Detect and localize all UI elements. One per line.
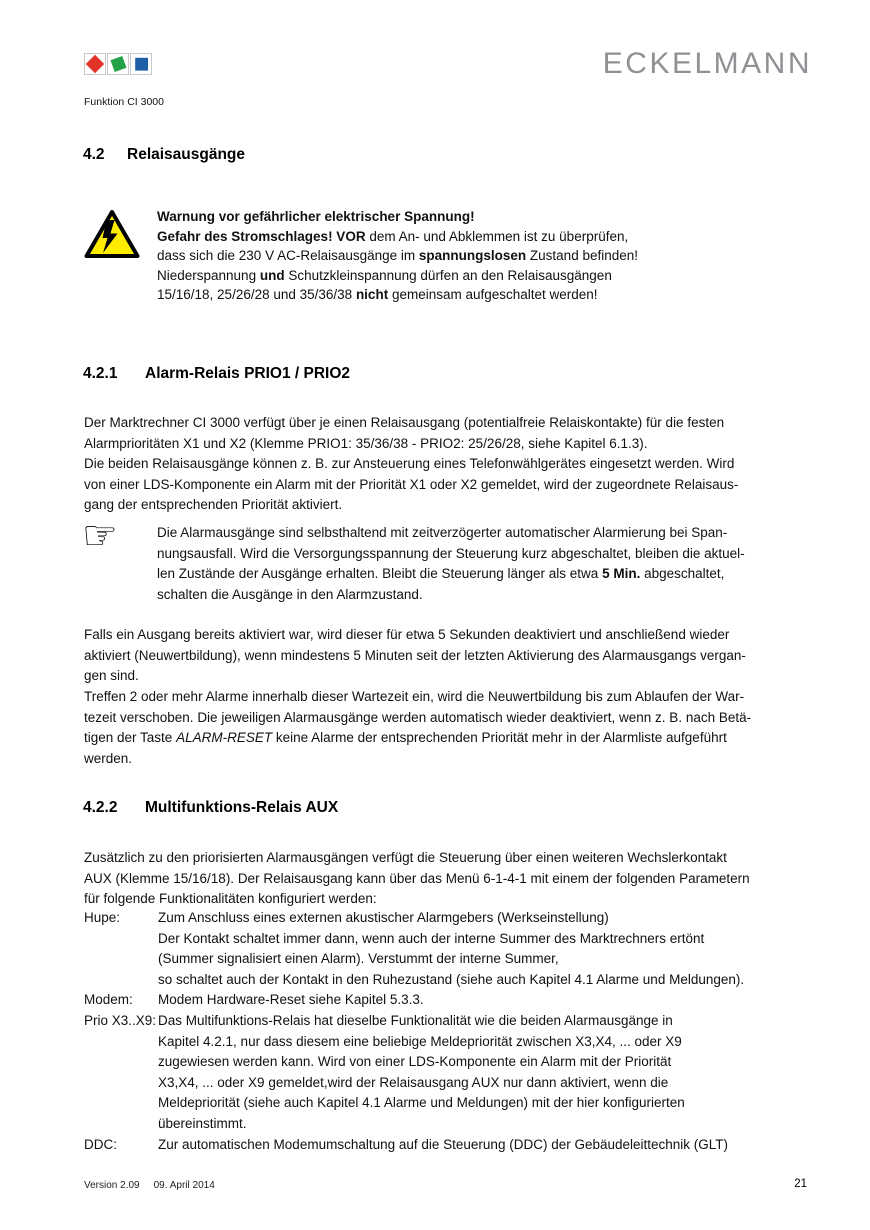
section-heading-4-2-2 <box>83 798 338 818</box>
section-title: Multifunktions-Relais AUX <box>145 799 339 816</box>
page-number: 21 <box>794 1178 807 1190</box>
definition-term: Prio X3..X9: <box>84 1012 157 1028</box>
product-label: Funktion CI 3000 <box>84 96 164 108</box>
definition-text: Zur automatischen Modemumschaltung auf die Steuerung (DDC) der Gebäudeleittechnik (GLT) <box>158 1136 729 1152</box>
section-title: Relaisausgänge <box>127 146 246 163</box>
footer-date: 09. April 2014 <box>153 1180 215 1191</box>
definition-term: Modem: <box>84 992 133 1008</box>
pointing-hand-icon: ☞ <box>82 513 118 559</box>
section-number: 4.2 <box>83 146 105 163</box>
definition-term: DDC: <box>84 1136 117 1152</box>
section-heading-4-2-1 <box>83 364 350 384</box>
section-number: 4.2.1 <box>83 365 118 382</box>
definition-item-prio-x3-x9 <box>84 1011 824 1135</box>
paragraph-wartezeit: Treffen 2 oder mehr Alarme innerhalb dieser Wartezeit ein, wird die Neuwertbildung bis zum Ablaufen der War- tezeit verschoben. Die jeweiligen Alarmausgänge werden automatisch wieder deaktiviert, wenn z. B. nach Betä- tigen der Taste ALARM-RESET keine Alarme der entsprechenden Priorität mehr in der Alarmliste aufgeführt werden. <box>84 689 752 766</box>
definition-text: Das Multifunktions-Relais hat dieselbe Funktionalität wie die beiden Alarmausgänge in Kapitel 4.2.1, nur dass diesem eine beliebige Meldepriorität zwischen X3,X4, ... oder X9 zugewiesen werden kann. Wird von einer LDS-Komponente ein Alarm mit der Priorität X3,X4, ... oder X9 gemeldet,wird der Relaisausgang AUX nur dann aktiviert, wenn die Meldepriorität (siehe auch Kapitel 4.1 Alarme und Meldungen) mit der hier konfigurierten übereinstimmt. <box>158 1012 685 1131</box>
footer-version-info <box>84 1180 215 1191</box>
section-title: Alarm-Relais PRIO1 / PRIO2 <box>145 365 351 382</box>
high-voltage-warning-icon <box>84 209 140 259</box>
warning-text: Warnung vor gefährlicher elektrischer Spannung! Gefahr des Stromschlages! VOR dem An- und Abklemmen ist zu überprüfen, dass sich die 230 V AC-Relaisausgänge im spannungslosen Zustand befinden! Niederspannung und Schutzkleinspannung dürfen an den Relaisausgängen 15/16/18, 25/26/28 und 35/36/38 nicht gemeinsam aufgeschaltet werden! <box>157 209 639 302</box>
paragraph-neuwertbildung: Falls ein Ausgang bereits aktiviert war, wird dieser für etwa 5 Sekunden deaktiviert und anschließend wieder aktiviert (Neuwertbildung), wenn mindestens 5 Minuten seit der letzten Aktivierung des Alarmausgangs vergan- gen sind. <box>84 627 746 684</box>
aux-parameter-list <box>84 908 824 1155</box>
section-number: 4.2.2 <box>83 799 118 816</box>
definition-item-hupe <box>84 908 824 990</box>
paragraph-422-intro: Zusätzlich zu den priorisierten Alarmausgängen verfügt die Steuerung über einen weiteren Wechslerkontakt AUX (Klemme 15/16/18). Der Relaisausgang kann über das Menü 6-1-4-1 mit einem der folgenden Parametern für folgende Funktionalitäten konfiguriert werden: <box>84 850 750 907</box>
paragraph-421-intro: Der Marktrechner CI 3000 verfügt über je einen Relaisausgang (potentialfreie Relaiskontakte) für die festen Alarmprioritäten X1 und X2 (Klemme PRIO1: 35/36/38 - PRIO2: 25/26/28, siehe Kapitel 6.1.3). Die beiden Relaisausgänge können z. B. zur Ansteuerung eines Telefonwählgerätes eingesetzt werden. Wird von einer LDS-Komponente ein Alarm mit der Priorität X1 oder X2 gemeldet, wird der zugeordnete Relaisaus- gang der entsprechenden Priorität aktiviert. <box>84 415 739 513</box>
definition-text: Modem Hardware-Reset siehe Kapitel 5.3.3. <box>158 992 424 1008</box>
section-heading-4-2 <box>83 145 245 165</box>
definition-text: Zum Anschluss eines externen akustischer Alarmgebers (Werkseinstellung) Der Kontakt schaltet immer dann, wenn auch der interne Summer des Marktrechners ertönt (Summer signalisiert einen Alarm). Verstummt der interne Summer, so schaltet auch der Kontakt in den Ruhezustand (siehe auch Kapitel 4.1 Alarme und Meldungen). <box>158 910 745 987</box>
definition-item-ddc <box>84 1135 824 1156</box>
definition-term: Hupe: <box>84 910 121 925</box>
footer-version: Version 2.09 <box>84 1180 140 1191</box>
blue-square-icon <box>135 58 148 71</box>
definition-item-modem <box>84 990 824 1011</box>
note-text: Die Alarmausgänge sind selbsthaltend mit zeitverzögerter automatischer Alarmierung bei Span- nungsausfall. Wird die Versorgungsspannung der Steuerung kurz abgeschaltet, bleiben die aktuel- len Zustände der Ausgänge erhalten. Bleibt die Steuerung länger als etwa 5 Min. abgeschaltet, schalten die Ausgänge in den Alarmzustand. <box>157 525 745 602</box>
logo-marks-icon <box>84 53 152 76</box>
eckelmann-logo <box>84 53 152 81</box>
brand-wordmark: ECKELMANN <box>602 47 812 80</box>
